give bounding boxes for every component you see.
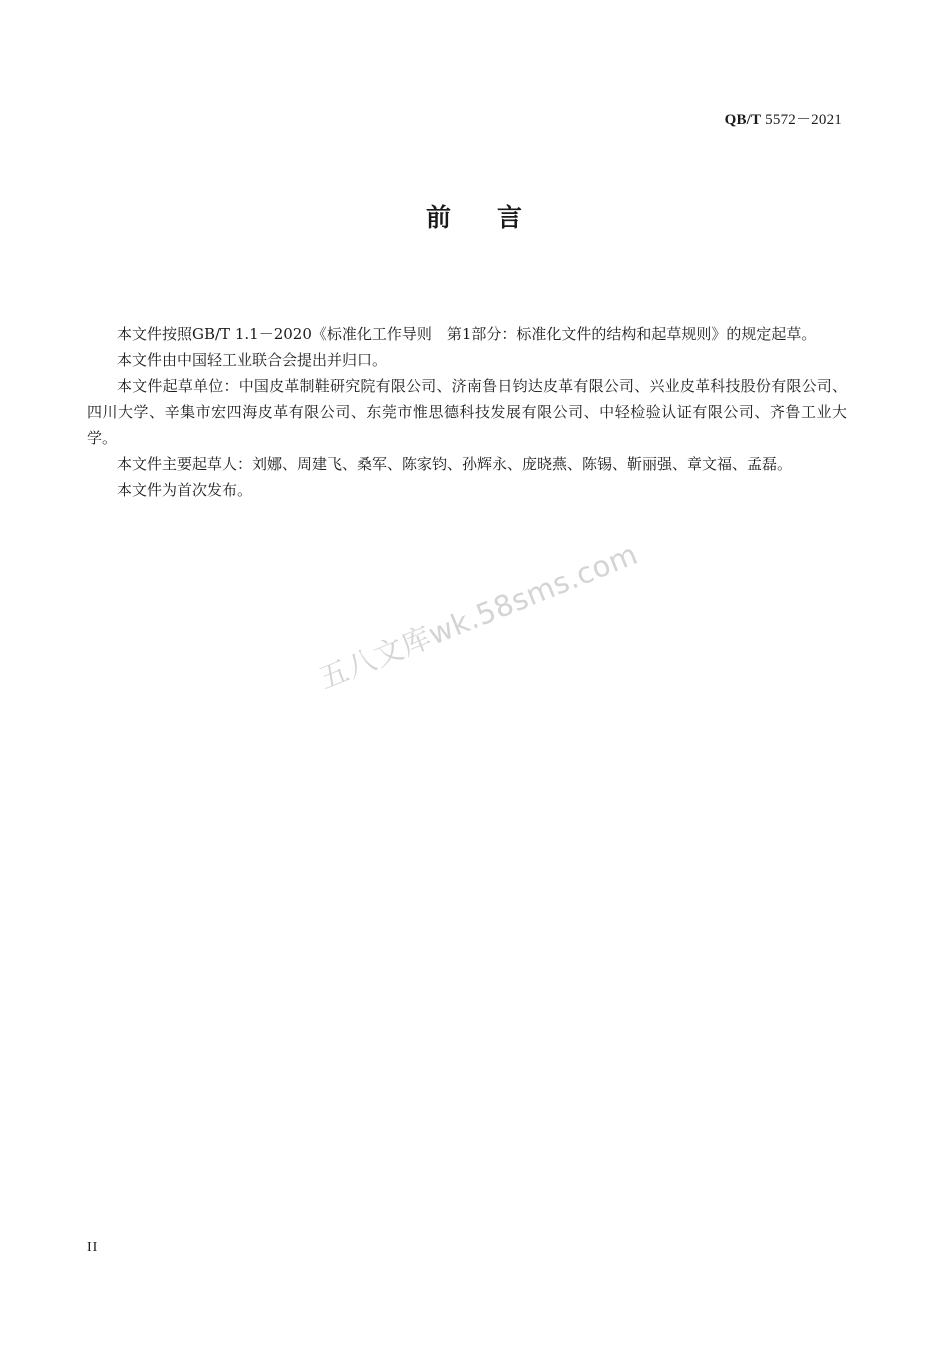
standard-prefix: QB/T: [724, 112, 762, 128]
paragraph-drafters: 本文件主要起草人：刘娜、周建飞、桑军、陈家钧、孙辉永、庞晓燕、陈锡、靳丽强、章文福、孟磊。: [117, 455, 793, 473]
standard-number: 5572－2021: [761, 112, 842, 128]
title-char-2: 言: [497, 203, 525, 232]
foreword-body: [87, 321, 847, 503]
watermark-text: 五八文库wk.58sms.com: [314, 536, 643, 696]
standard-code: [725, 108, 842, 129]
paragraph-first-release: 本文件为首次发布。: [117, 481, 253, 499]
page-title: [0, 198, 950, 234]
paragraph-drafting-units: 本文件起草单位：中国皮革制鞋研究院有限公司、济南鲁日钧达皮革有限公司、兴业皮革科技股份有限公司、四川大学、辛集市宏四海皮革有限公司、东莞市惟思德科技发展有限公司、中轻检验认证有限公司、齐鲁工业大学。: [87, 377, 847, 447]
page-number: II: [87, 1240, 99, 1255]
title-char-1: 前: [425, 203, 453, 232]
paragraph-proposer: 本文件由中国轻工业联合会提出并归口。: [117, 351, 388, 369]
paragraph-drafting-rules: 本文件按照GB/T 1.1－2020《标准化工作导则 第1部分：标准化文件的结构和起草规则》的规定起草。: [117, 325, 817, 343]
